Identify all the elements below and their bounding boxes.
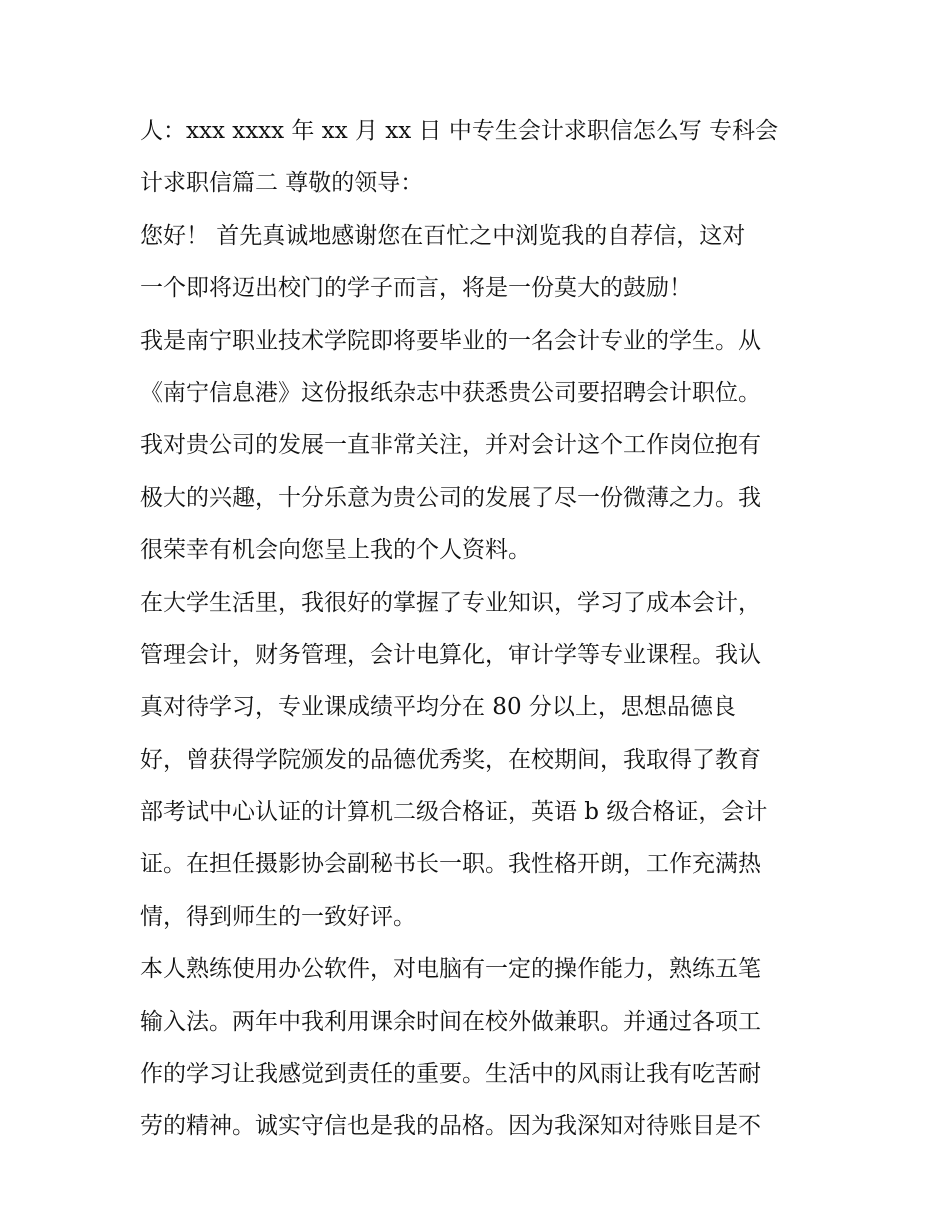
text-line: 我是南宁职业技术学院即将要毕业的一名会计专业的学生。从 [140, 327, 761, 354]
text-line: 劳的精神。诚实守信也是我的品格。因为我深知对待账目是不 [140, 1113, 761, 1140]
text-line: 很荣幸有机会向您呈上我的个人资料。 [140, 537, 531, 564]
text-line: 输入法。两年中我利用课余时间在校外做兼职。并通过各项工 [140, 1008, 761, 1035]
text-line: 证。在担任摄影协会副秘书长一职。我性格开朗，工作充满热 [140, 851, 761, 878]
text-line: 您好！ 首先真诚地感谢您在百忙之中浏览我的自荐信，这对 [140, 222, 746, 249]
text-line: 部考试中心认证的计算机二级合格证，英语 b 级合格证，会计 [140, 799, 768, 826]
text-line: 情，得到师生的一致好评。 [140, 903, 416, 930]
text-line: 好，曾获得学院颁发的品德优秀奖，在校期间，我取得了教育 [140, 746, 761, 773]
text-line: 《南宁信息港》这份报纸杂志中获悉贵公司要招聘会计职位。 [140, 379, 761, 406]
text-line: 作的学习让我感觉到责任的重要。生活中的风雨让我有吃苦耐 [140, 1061, 761, 1088]
text-line: 一个即将迈出校门的学子而言，将是一份莫大的鼓励！ [140, 275, 692, 302]
text-line: 人：xxx xxxx 年 xx 月 xx 日 中专生会计求职信怎么写 专科会 [140, 118, 779, 144]
text-line: 本人熟练使用办公软件，对电脑有一定的操作能力，熟练五笔 [140, 956, 761, 983]
text-line: 管理会计，财务管理，会计电算化，审计学等专业课程。我认 [140, 641, 761, 668]
letter-body [140, 108, 820, 1156]
text-line: 真对待学习，专业课成绩平均分在 80 分以上，思想品德良 [140, 694, 736, 721]
text-line: 计求职信篇二 尊敬的领导： [140, 170, 424, 197]
text-line: 我对贵公司的发展一直非常关注，并对会计这个工作岗位抱有 [140, 432, 761, 459]
text-line: 在大学生活里，我很好的掌握了专业知识，学习了成本会计， [140, 589, 761, 616]
text-line: 极大的兴趣，十分乐意为贵公司的发展了尽一份微薄之力。我 [140, 484, 761, 511]
